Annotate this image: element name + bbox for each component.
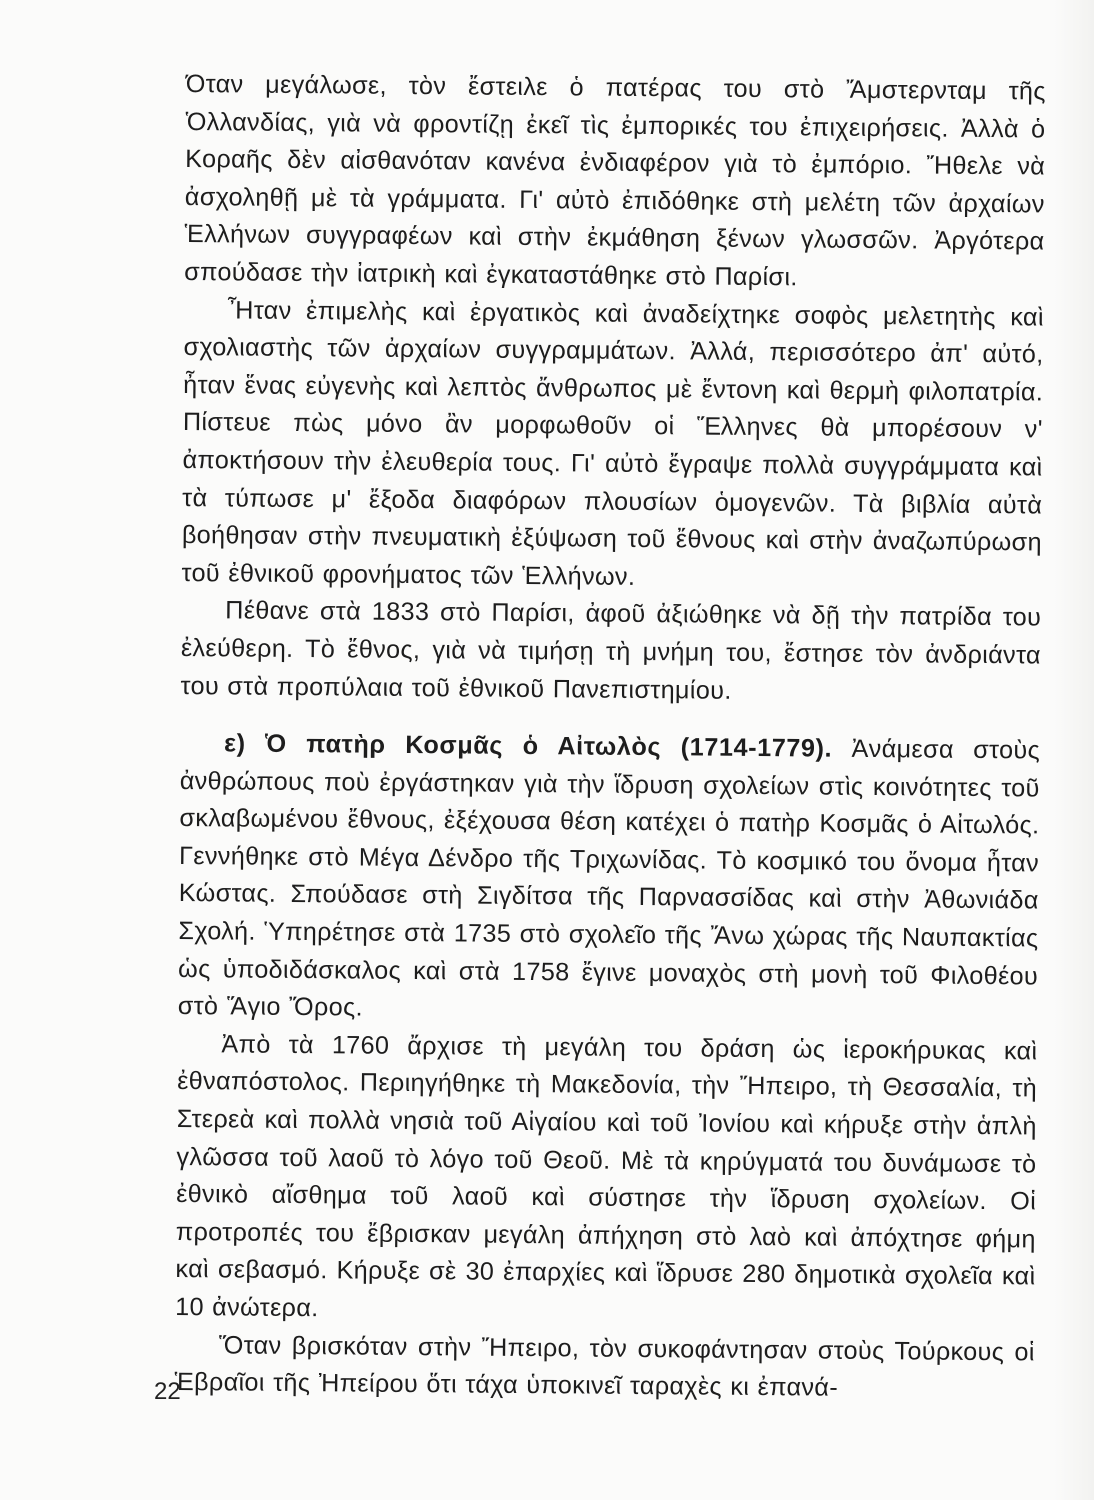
paragraph-text: Πέθανε στὰ 1833 στὸ Παρίσι, ἀφοῦ ἀξιώθηκε νὰ δῇ τὴν πατρίδα του ἐλεύθερη. Τὸ ἔθνος, γιὰ νὰ τιμήσῃ τὴ μνήμη του, ἔστησε τὸν ἀνδριάντα του στὰ προπύλαια τοῦ ἐθνικοῦ Πανεπιστημίου.	[180, 596, 1042, 705]
paragraph-kosmas-epirus	[174, 1327, 1035, 1410]
paragraph-kosmas-preaching	[175, 1026, 1038, 1334]
page-number: 22	[154, 1378, 181, 1405]
paragraph-text: Όταν μεγάλωσε, τὸν ἔστειλε ὁ πατέρας του στὸ Ἄμστερνταμ τῆς Ὁλλανδίας, γιὰ νὰ φροντίζῃ ἐκεῖ τὶς ἐμπορικές του ἐπιχειρήσεις. Ἀλλὰ ὁ Κοραῆς δὲν αἰσθανόταν κανένα ἐνδιαφέρον γιὰ τὸ ἐμπόριο. Ἤθελε νὰ ἀσχοληθῇ μὲ τὰ γράμματα. Γι' αὐτὸ ἐπιδόθηκε στὴ μελέτη τῶν ἀρχαίων Ἑλλήνων συγγραφέων καὶ στὴν ἐκμάθηση ξένων γλωσσῶν. Ἀργότερα σπούδασε τὴν ἰατρικὴ καὶ ἐγκαταστάθηκε στὸ Παρίσι.	[184, 69, 1046, 292]
paragraph-korais-youth	[184, 66, 1046, 299]
paragraph-text: Ἀνάμεσα στοὺς ἀνθρώπους ποὺ ἐργάστηκαν γιὰ τὴν ἵδρυση σχολείων στὶς κοινότητες τοῦ σκλαβωμένου ἔθνους, ἐξέχουσα θέση κατέχει ὁ πατὴρ Κοσμᾶς ὁ Αἰτωλός. Γεννήθηκε στὸ Μέγα Δένδρο τῆς Τριχωνίδας. Τὸ κοσμικό του ὄνομα ἦταν Κώστας. Σπούδασε στὴ Σιγδίτσα τῆς Παρνασσίδας καὶ στὴν Ἀθωνιάδα Σχολή. Ὑπηρέτησε στὰ 1735 στὸ σχολεῖο τῆς Ἄνω χώρας τῆς Ναυπακτίας ὡς ὑποδιδάσκαλος καὶ στὰ 1758 ἔγινε μοναχὸς στὴ μονὴ τοῦ Φιλοθέου στὸ Ἅγιο Ὄρος.	[177, 734, 1041, 1022]
section-heading: ε) Ὁ πατὴρ Κοσμᾶς ὁ Αἰτωλὸς (1714-1779).	[223, 729, 833, 763]
paragraph-text: Ἀπὸ τὰ 1760 ἄρχισε τὴ μεγάλη του δράση ὡς ἱεροκήρυκας καὶ ἐθναπόστολος. Περιηγήθηκε τὴ Μακεδονία, τὴν Ἤπειρο, τὴ Θεσσαλία, τὴ Στερεὰ καὶ πολλὰ νησιὰ τοῦ Αἰγαίου καὶ τοῦ Ἰονίου καὶ κήρυξε στὴν ἁπλὴ γλῶσσα τοῦ λαοῦ τὸ λόγο τοῦ Θεοῦ. Μὲ τὰ κηρύγματά του δυνάμωσε τὸ ἐθνικὸ αἴσθημα τοῦ λαοῦ καὶ σύστησε τὴν ἵδρυση σχολείων. Οἱ προτροπές του ἔβρισκαν μεγάλη ἀπήχηση στὸ λαὸ καὶ ἀπόχτησε φήμη καὶ σεβασμό. Κήρυξε σὲ 30 ἐπαρχίες καὶ ἵδρυσε 280 δημοτικὰ σχολεῖα καὶ 10 ἀνώτερα.	[175, 1030, 1038, 1323]
page-edge-shadow	[1054, 0, 1094, 1500]
section-kosmas-aitolos	[178, 725, 1041, 1033]
paragraph-text: Ὅταν βρισκόταν στὴν Ἤπειρο, τὸν συκοφάντησαν στοὺς Τούρκους οἱ Ἑβραῖοι τῆς Ἠπείρου ὅτι τάχα ὑποκινεῖ ταραχὲς κι ἐπανά-	[174, 1330, 1035, 1402]
paragraph-korais-death	[180, 592, 1041, 712]
text-column	[174, 66, 1046, 1409]
paragraph-text: Ἦταν ἐπιμελὴς καὶ ἐργατικὸς καὶ ἀναδείχτηκε σοφὸς μελετητὴς καὶ σχολιαστὴς τῶν ἀρχαίων συγγραμμάτων. Ἀλλά, περισσότερο ἀπ' αὐτό, ἦταν ἕνας εὐγενὴς καὶ λεπτὸς ἄνθρωπος μὲ ἔντονη καὶ θερμὴ φιλοπατρία. Πίστευε πὼς μόνο ἂν μορφωθοῦν οἱ Ἕλληνες θὰ μπορέσουν ν' ἀποκτήσουν τὴν ἐλευθερία τους. Γι' αὐτὸ ἔγραψε πολλὰ συγγράμματα καὶ τὰ τύπωσε μ' ἔξοδα διαφόρων πλουσίων ὁμογενῶν. Τὰ βιβλία αὐτὰ βοήθησαν στὴν πνευματικὴ ἐξύψωση τοῦ ἔθνους καὶ στὴν ἀναζωπύρωση τοῦ ἐθνικοῦ φρονήματος τῶν Ἑλλήνων.	[181, 295, 1044, 591]
paragraph-korais-work	[181, 292, 1044, 600]
